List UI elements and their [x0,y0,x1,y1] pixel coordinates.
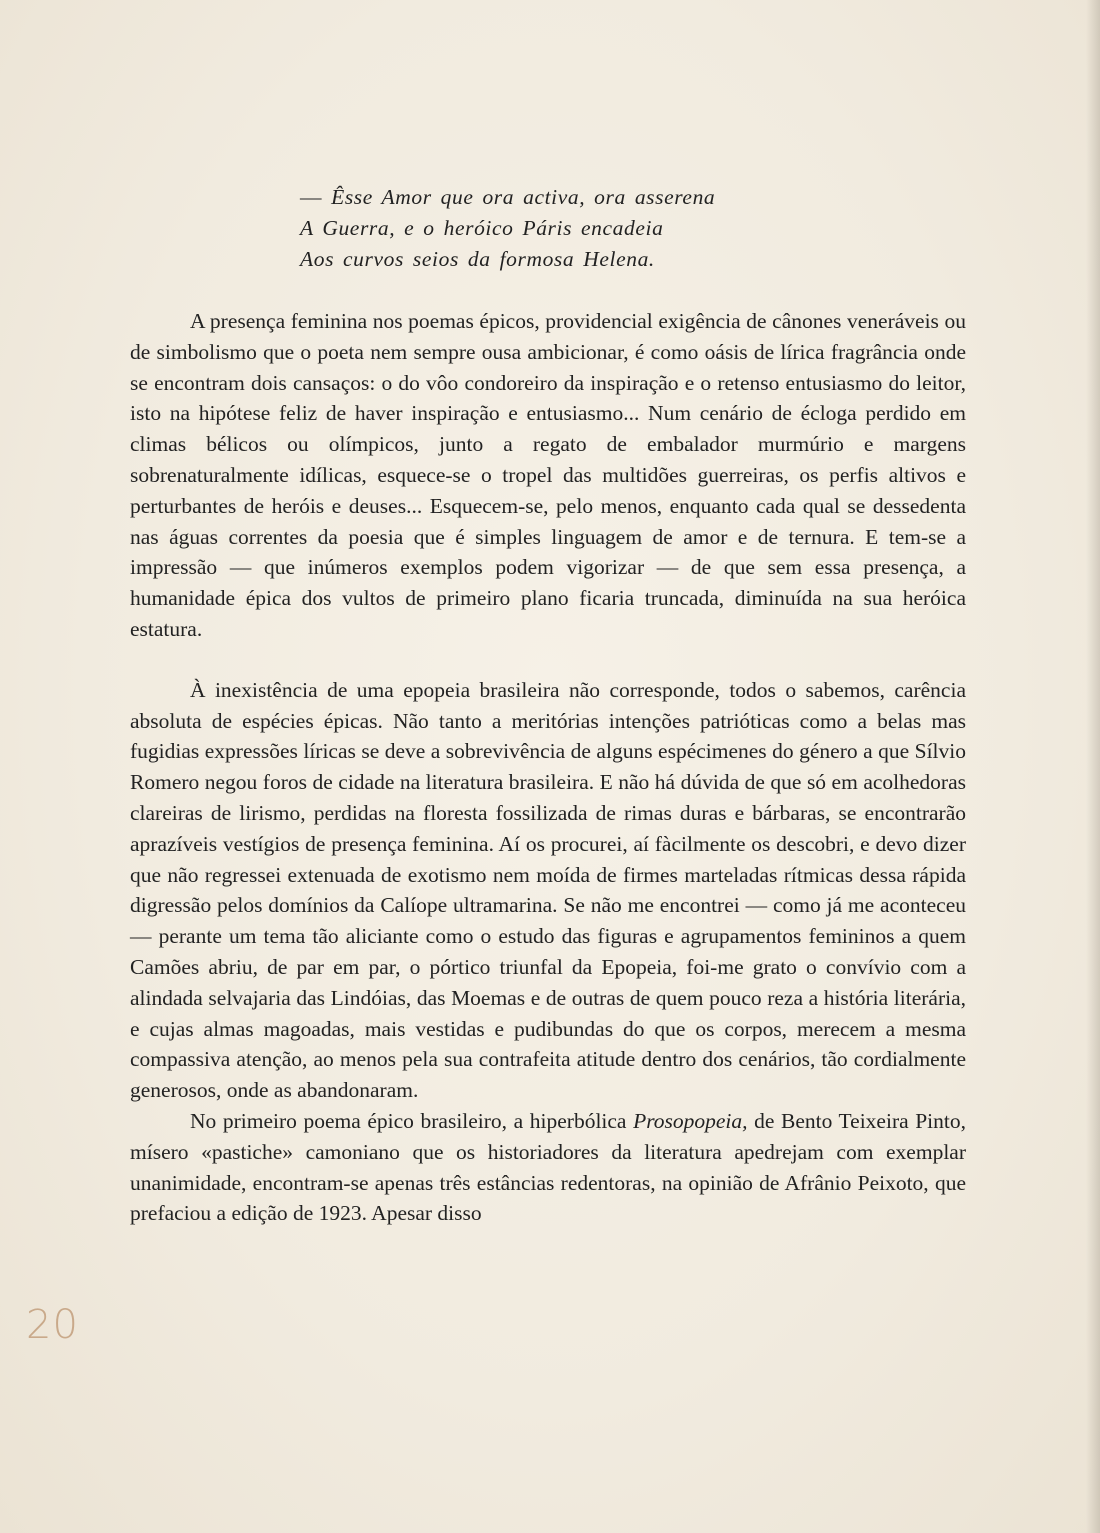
paragraph-3 [130,1106,966,1229]
body-text [130,306,966,1229]
work-title-prosopopeia: Prosopopeia, [633,1108,748,1133]
paragraph-3-end: de Bento Teixeira Pinto, mísero «pastiche» camoniano que os historiadores da literatura apedrejam com exemplar unanimidade, encontram-se apenas três estâncias redentoras, na opinião de Afrânio Peixoto, que prefaciou a edição de 1923. Apesar disso [130,1108,967,1226]
epigraph-verse [300,182,800,275]
paragraph-1: A presença feminina nos poemas épicos, providencial exigência de cânones veneráveis ou de simbolismo que o poeta nem sempre ousa ambicionar, é como oásis de lírica fragrância onde se encontram dois cansaços: o do vôo condoreiro da inspiração e o retenso entusiasmo do leitor, isto na hipótese feliz de haver inspiração e entusiasmo... Num cenário de écloga perdido em climas bélicos ou olímpicos, junto a regato de embalador murmúrio e margens sobrenaturalmente idílicas, esquece-se o tropel das multidões guerreiras, os perfis altivos e perturbantes de heróis e deuses... Esquecem-se, pelo menos, enquanto cada qual se dessedenta nas águas correntes da poesia que é simples linguagem de amor e de ternura. E tem-se a impressão — que inúmeros exemplos podem vigorizar — de que sem essa presença, a humanidade épica dos vultos de primeiro plano ficaria truncada, diminuída na sua heróica estatura. [130,309,966,641]
verse-line-1 [300,182,800,213]
paragraph-3-start: No primeiro poema épico brasileiro, a hiperbólica [190,1108,634,1133]
page-number: 20 [26,1302,79,1348]
verse-line-2: A Guerra, e o heróico Páris encadeia [300,216,664,240]
paragraph-2: À inexistência de uma epopeia brasileira não corresponde, todos o sabemos, carência absoluta de espécies épicas. Não tanto a meritórias intenções patrióticas como a belas mas fugidias expressões líricas se deve a sobrevivência de alguns espécimenes do género a que Sílvio Romero negou foros de cidade na literatura brasileira. E não há dúvida de que só em acolhedoras clareiras de lirismo, perdidas na floresta fossilizada de rimas duras e bárbaras, se encontrarão aprazíveis vestígios de presença feminina. Aí os procurei, aí fàcilmente os descobri, e devo dizer que não regressei extenuada de exotismo nem moída de firmes marteladas rítmicas dessa rápida digressão pelos domínios da Calíope ultramarina. Se não me encontrei — como já me aconteceu — perante um tema tão aliciante como o estudo das figuras e agrupamentos femininos a quem Camões abriu, de par em par, o pórtico triunfal da Epopeia, foi-me grato o convívio com a alindada selvajaria das Lindóias, das Moemas e de outras de quem pouco reza a história literária, e cujas almas magoadas, mais vestidas e pudibundas do que os corpos, merecem a mesma compassiva atenção, ao menos pela sua contrafeita atitude dentro dos cenários, tão cordialmente generosos, onde as abandonaram. [130,677,966,1103]
verse-line-3: Aos curvos seios da formosa Helena. [300,247,655,271]
verse-line-1-text: Êsse Amor que ora activa, ora asserena [331,185,716,209]
page-edge-shadow [1086,0,1100,1533]
verse-dash: — [300,185,323,209]
